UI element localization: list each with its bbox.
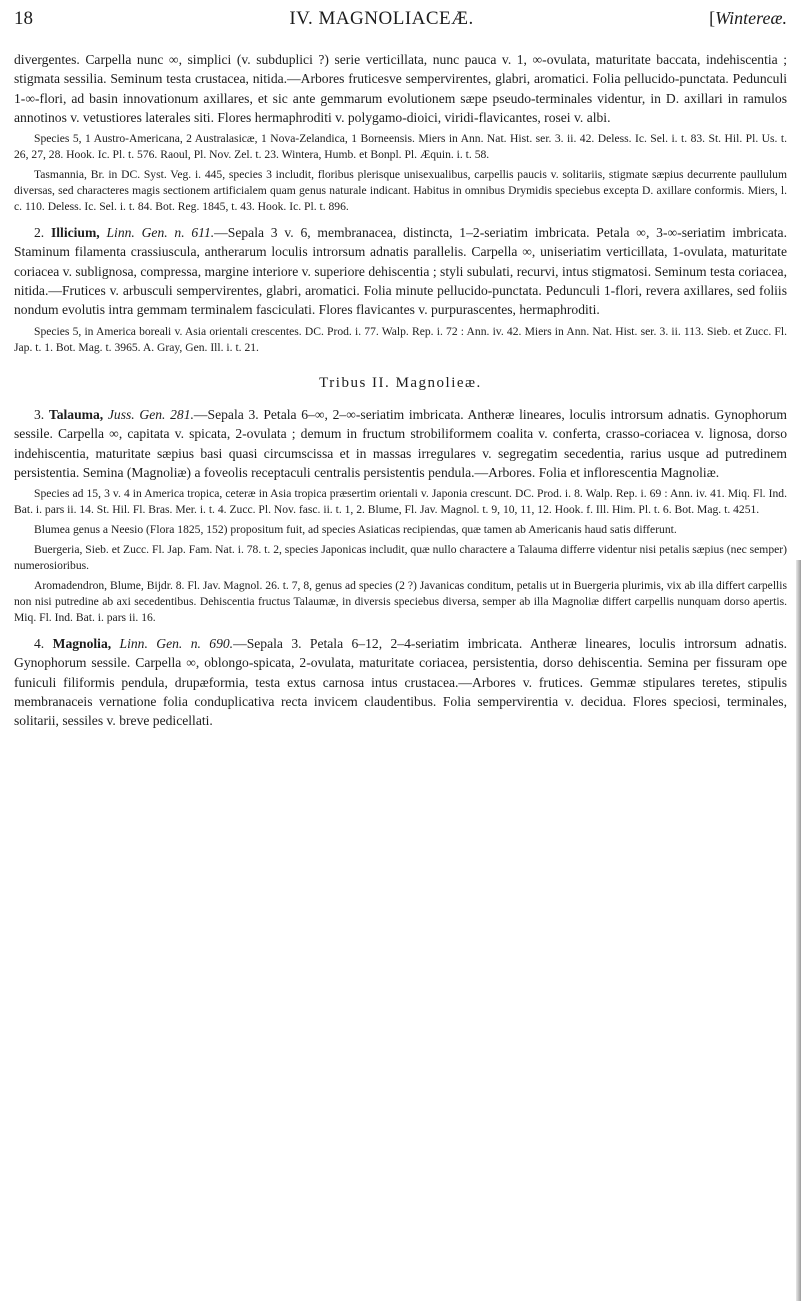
section-name: Wintereæ. bbox=[715, 8, 787, 28]
genus-talauma bbox=[14, 405, 787, 482]
genus-number: 4. bbox=[34, 636, 45, 652]
note-paragraph: Species ad 15, 3 v. 4 in America tropica, ceteræ in Asia tropica præsertim orientali v. Japonia crescunt. DC. Prod. i. 8. Walp. Rep. i. 69 : Ann. iv. 41. Miq. Fl. Ind. Bat. i. pars ii. 14. St. Hil. Fl. Bras. Mer. i. t. 4. Zucc. Pl. Nov. fasc. ii. t. 1, 2. Blume, Fl. Jav. Magnol. t. 9, 10, 11, 12. Hook. f. Ill. Him. Pl. t. 6. Bot. Mag. t. 4251. bbox=[14, 487, 787, 517]
genus-description: —Sepala 3 v. 6, membranacea, distincta, 1–2-seriatim imbricata. Petala ∞, 3-∞-seriatim imbricata. Staminum filamenta crassiuscula, antherarum loculis introrsum adnatis parallelis. Carpella ∞, uniseriatim verticillata, 1-ovulata, maturitate coriacea v. sublignosa, compressa, margine interiore v. superiore dehiscentia ; styli subulati, recurvi, intus stigmatosi. Seminum testa coriacea, nitida.—Frutices v. arbusculi sempervirentes, glabri, aromatici. Folia minute pellucido-punctata. Pedunculi 1-flori, revera axillares, sed foliis nondum evolutis intra gemmam terminalem fasciculati. Flores flavicantes v. purpurascentes, hermaphroditi. bbox=[14, 225, 787, 318]
page-number: 18 bbox=[14, 8, 33, 29]
note-paragraph: Species 5, 1 Austro-Americana, 2 Australasicæ, 1 Nova-Zelandica, 1 Borneensis. Miers in Ann. Nat. Hist. ser. 3. ii. 42. Deless. Ic. Sel. i. t. 83. St. Hil. Pl. Us. t. 26, 27, 28. Hook. Ic. Pl. t. 576. Raoul, Pl. Nov. Zel. t. 23. Wintera, Humb. et Bonpl. Pl. Æquin. i. t. 58. bbox=[14, 132, 787, 162]
genus-number: 2. bbox=[34, 225, 45, 241]
genus-name: Talauma, bbox=[48, 406, 104, 422]
genus-magnolia bbox=[14, 634, 787, 730]
genus-authority: Linn. Gen. n. 690. bbox=[119, 636, 234, 652]
genus-illicium bbox=[14, 223, 787, 319]
intro-paragraph: divergentes. Carpella nunc ∞, simplici (v. subduplici ?) serie verticillata, nunc pauca v. 1, ∞-ovulata, maturitate baccata, indehiscentia ; stigmata sessilia. Seminum testa crustacea, nitida.—Arbores fruticesve sempervirentes, glabri, aromatici. Folia pellucido-punctata. Pedunculi 1-∞-flori, ad basin innovationum axillares, et sic ante gemmarum evolutionem sæpe pseudo-terminales videntur, in D. axillari in ramulos annotinos v. vetustiores laterales siti. Flores hermaphroditi v. polygamo-dioici, viridi-flavicantes, rosei v. albi. bbox=[14, 52, 787, 125]
section-bracket: [ bbox=[709, 8, 716, 28]
genus-name: Illicium, bbox=[50, 225, 100, 241]
genus-number: 3. bbox=[34, 406, 45, 422]
note-paragraph: Aromadendron, Blume, Bijdr. 8. Fl. Jav. Magnol. 26. t. 7, 8, genus ad species (2 ?) Javanicas conditum, petalis ut in Buergeria plurimis, vix ab illa differt carpellis non nisi putredine ab axi secedentibus. Dehiscentia fructus Talaumæ, in diversis speciebus diversa, semper ab illa Magnoliæ differt carpellis nunquam dorso apertis. Miq. Fl. Ind. Bat. i. pars ii. 16. bbox=[14, 579, 787, 625]
note-paragraph: Blumea genus a Neesio (Flora 1825, 152) propositum fuit, ad species Asiaticas recipiendas, quæ tamen ab Americanis haud satis differunt. bbox=[34, 523, 677, 537]
tribe-label: Tribus II. bbox=[319, 374, 391, 391]
page-edge-shadow bbox=[796, 560, 801, 1301]
genus-name: Magnolia, bbox=[52, 636, 112, 652]
main-text bbox=[14, 50, 787, 731]
note-paragraph: Species 5, in America boreali v. Asia orientali crescentes. DC. Prod. i. 77. Walp. Rep. i. 72 : Ann. iv. 42. Miers in Ann. Nat. Hist. ser. 3. ii. 113. Sieb. et Zucc. Fl. Jap. t. 1. Bot. Mag. t. 3965. A. Gray, Gen. Ill. i. t. 21. bbox=[14, 324, 787, 354]
tribe-name: Magnolieæ. bbox=[395, 374, 482, 391]
note-paragraph: Buergeria, Sieb. et Zucc. Fl. Jap. Fam. Nat. i. 78. t. 2, species Japonicas includit, quæ nullo charactere a Talauma differre videntur nisi petalis sæpius (nec semper) numerosioribus. bbox=[14, 543, 787, 573]
genus-description: —Sepala 3. Petala 6–∞, 2–∞-seriatim imbricata. Antheræ lineares, loculis introrsum adnatis. Gynophorum sessile. Carpella ∞, capitata v. spicata, 2-ovulata ; demum in fructum strobiliformem coalita v. conferta, crasso-coriacea v. lignosa, dorso indehiscentia, maturitate sæpius basi quasi circumscissa et in massas irregulares v. segregatim secedentia, rarius usque ad putredinem persistentia. Semina (Magnoliæ) a foveolis receptaculi centralis persistentis pendula.—Arbores. Folia et inflorescentia Magnoliæ. bbox=[14, 406, 787, 480]
family-title: IV. MAGNOLIACEÆ. bbox=[289, 8, 474, 29]
section-label bbox=[709, 8, 787, 29]
tribe-heading bbox=[14, 374, 787, 393]
genus-authority: Juss. Gen. 281. bbox=[107, 406, 194, 422]
note-paragraph: Tasmannia, Br. in DC. Syst. Veg. i. 445, species 3 includit, floribus plerisque unisexualibus, carpellis paucis v. solitariis, stigmate sæpius decurrente paullulum diversas, sed characteres magis sectionem artificialem quam genus naturale indicant. Habitus in omnibus Drymidis speciebus excepta D. axillare conformis. Miers, l. c. 110. Deless. Ic. Sel. i. t. 84. Bot. Reg. 1845, t. 43. Hook. Ic. Pl. t. 896. bbox=[14, 168, 787, 214]
genus-description: —Sepala 3. Petala 6–12, 2–4-seriatim imbricata. Antheræ lineares, loculis introrsum adnatis. Gynophorum sessile. Carpella ∞, oblongo-spicata, 2-ovulata, maturitate coriacea, persistentia, dorso dehiscentia. Semina per fissuram ope funiculi filiformis pendula, drupæformia, testa extus carnosa intus crustacea.—Arbores v. frutices. Gemmæ stipulares teretes, stipulis membranaceis vernatione folia conduplicativa recta invicem claudentibus. Folia sempervirentia v. decidua. Flores speciosi, terminales, solitarii, sessiles v. breve pedicellati. bbox=[14, 636, 788, 729]
genus-authority: Linn. Gen. n. 611. bbox=[106, 225, 215, 241]
running-header bbox=[14, 8, 787, 36]
